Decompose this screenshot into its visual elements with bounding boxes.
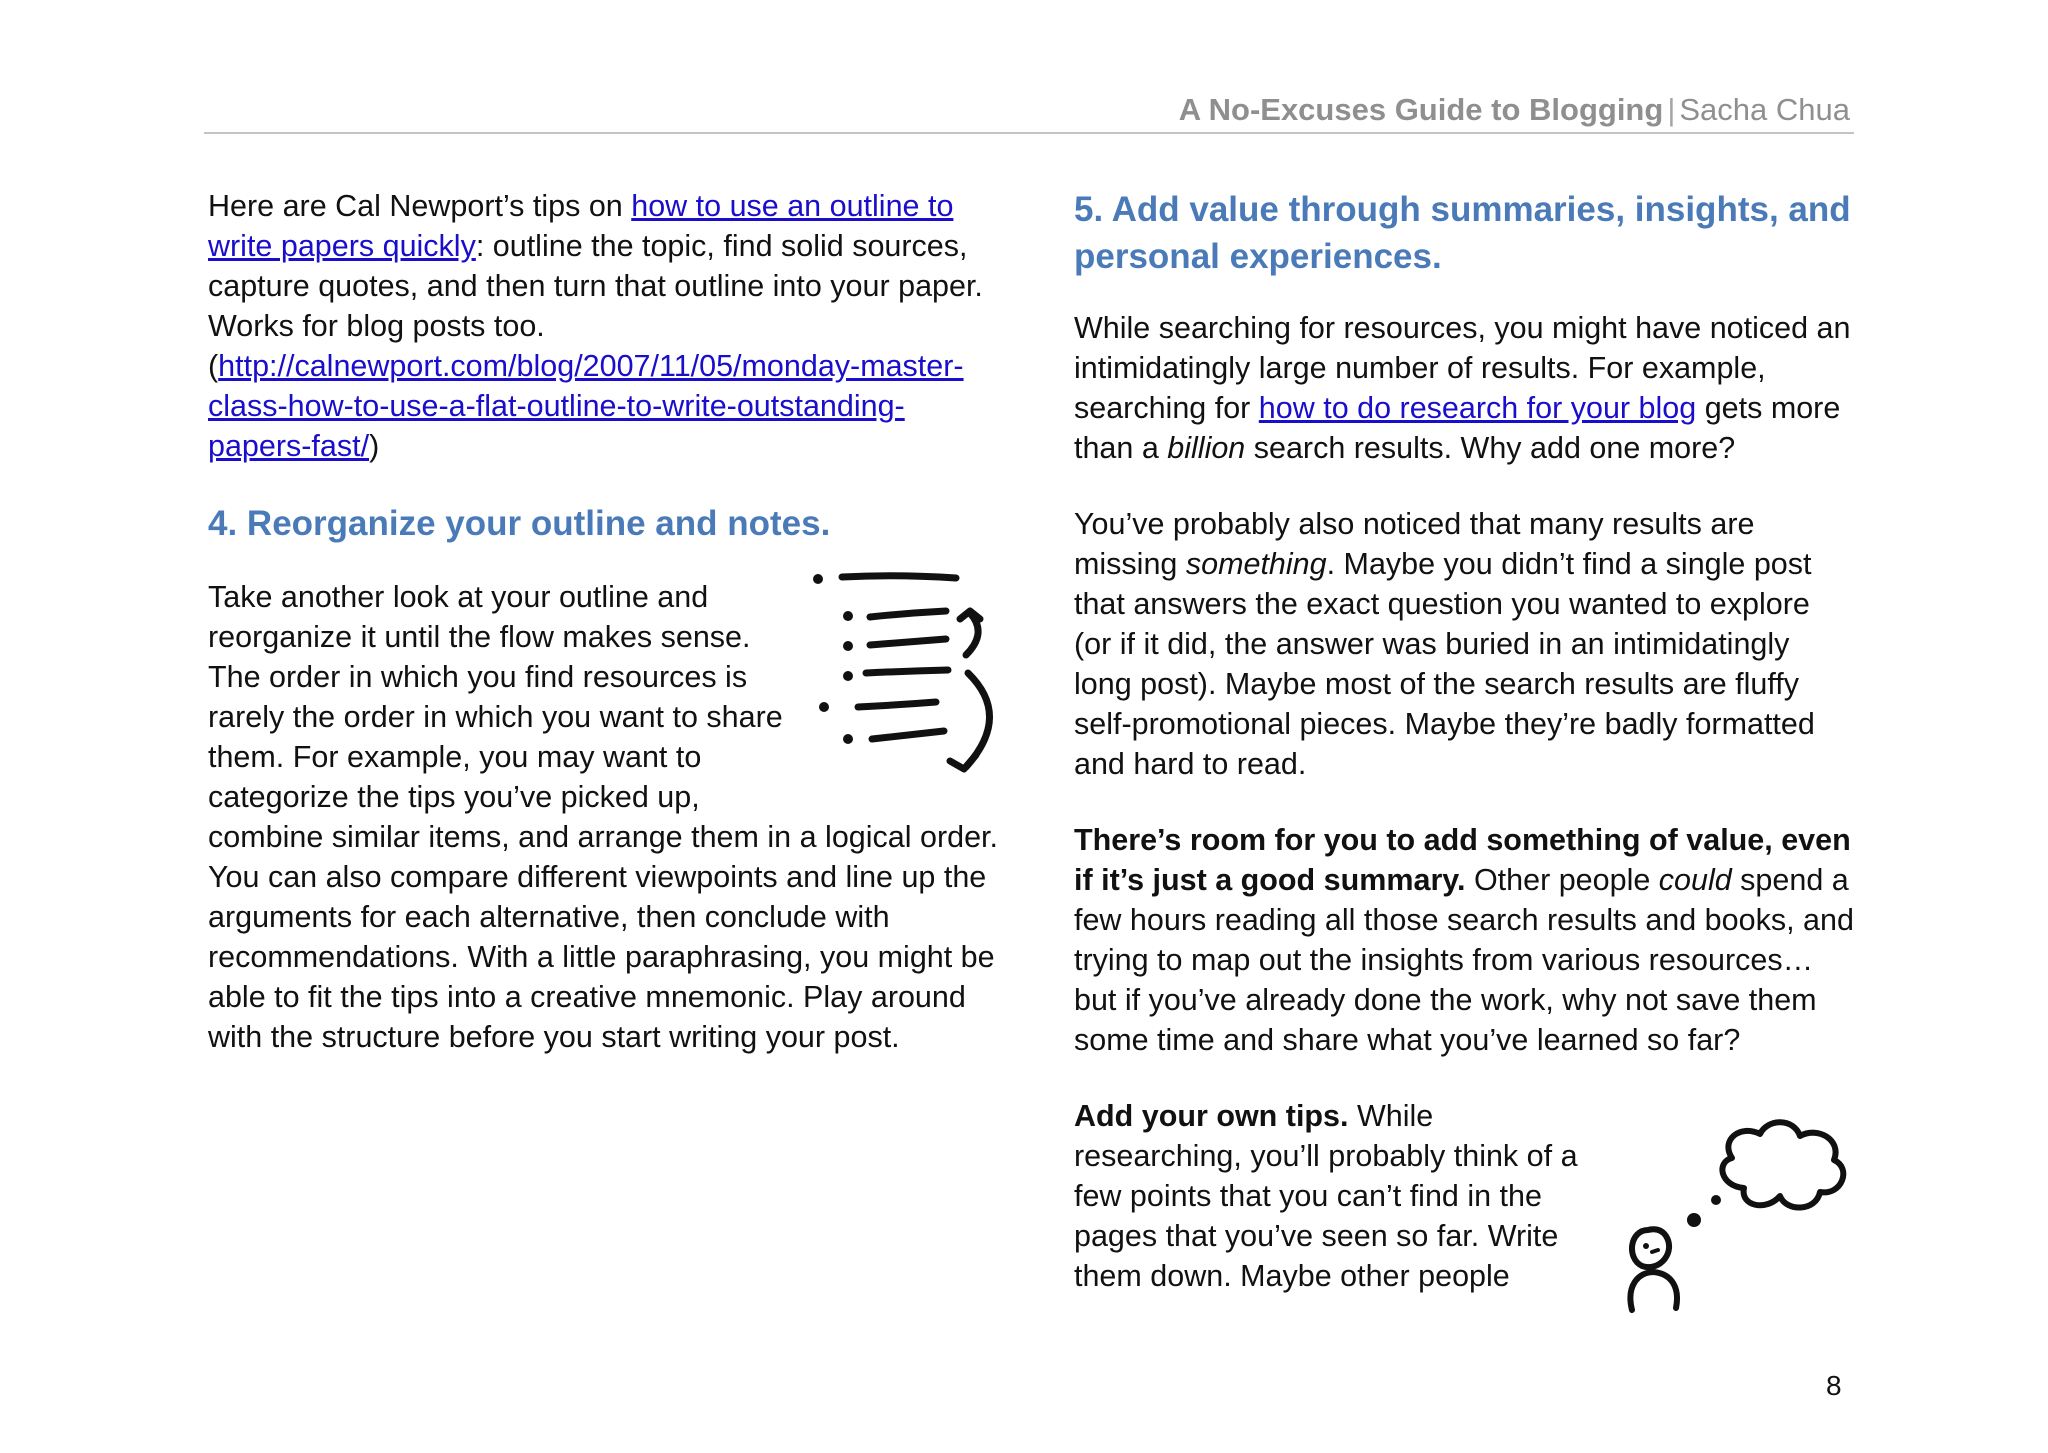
- emphasis-could: could: [1658, 863, 1732, 897]
- author-name: Sacha Chua: [1679, 92, 1850, 127]
- text-run: : outline the topic, find solid sources, capture quotes, and then turn that outline into your paper. Works for blog posts too. (: [208, 229, 983, 383]
- page-header: [204, 86, 1854, 134]
- section-heading-4: 4. Reorganize your outline and notes.: [208, 504, 831, 543]
- text-run: search results. Why add one more?: [1245, 431, 1736, 465]
- room-to-add-value-paragraph: [1074, 820, 1854, 1060]
- text-run: ): [369, 429, 380, 463]
- right-column: [1074, 186, 1854, 1318]
- section-heading-5: 5. Add value through summaries, insights, and personal experiences.: [1074, 190, 1851, 276]
- bold-lead: Add your own tips.: [1074, 1099, 1349, 1133]
- header-separator: |: [1667, 92, 1676, 127]
- text-run: Here are Cal Newport’s tips on: [208, 189, 632, 223]
- text-run: Other people: [1465, 863, 1659, 897]
- research-search-link[interactable]: how to do research for your blog: [1258, 391, 1697, 425]
- reorganize-outline-icon: [808, 571, 1008, 783]
- text-run: . Maybe you didn’t find a single post that answers the exact question you wanted to explore (or if it did, the answer was buried in an intimidatingly long post). Maybe most of the search results are fluffy self-promotional pieces. Maybe they’re badly formatted and hard to read.: [1074, 547, 1815, 781]
- reorganize-paragraph: Take another look at your outline and reorganize it until the flow makes sense. The order in which you find resources is rarely the order in which you want to share them. For example, you may want to categorize the tips you’ve picked up, combine similar items, and arrange them in a logical order. You can also compare different viewpoints and line up the arguments for each alternative, then conclude with recommendations. With a little paraphrasing, you might be able to fit the tips into a creative mnemonic. Play around with the structure before you start writing your post.: [208, 580, 998, 1054]
- emphasis-something: something: [1185, 547, 1327, 581]
- text-run: spend a few hours reading all those search results and books, and trying to map out the insights from various resources… but if you’ve already done the work, why not save them some time and share what you’ve learned so far?: [1074, 863, 1854, 1057]
- newport-tips-paragraph: [208, 186, 1008, 466]
- calnewport-url-link[interactable]: http://calnewport.com/blog/2007/11/05/monday-master-class-how-to-use-a-flat-outline-to-write-outstanding-papers-fast/: [208, 349, 964, 463]
- text-run: While researching, you’ll probably think of a few points that you can’t find in the pages that you’ve seen so far. Write them down. Maybe other people: [1074, 1099, 1578, 1293]
- thinking-person-icon: [1620, 1118, 1854, 1318]
- search-results-paragraph: [1074, 308, 1854, 468]
- text-run: While searching for resources, you might have noticed an intimidatingly large number of results. For example, searching for: [1074, 311, 1851, 425]
- emphasis-billion: billion: [1167, 431, 1246, 465]
- outline-article-link[interactable]: how to use an outline to write papers quickly: [208, 189, 954, 263]
- left-column: [208, 186, 1008, 1057]
- bold-lead: There’s room for you to add something of value, even if it’s just a good summary.: [1074, 823, 1851, 897]
- header-text: [1179, 92, 1850, 128]
- text-run: You’ve probably also noticed that many results are missing: [1074, 507, 1755, 581]
- missing-something-paragraph: [1074, 504, 1854, 784]
- book-title: A No-Excuses Guide to Blogging: [1178, 92, 1664, 127]
- page-number: 8: [1826, 1370, 1842, 1401]
- text-run: gets more than a: [1074, 391, 1841, 465]
